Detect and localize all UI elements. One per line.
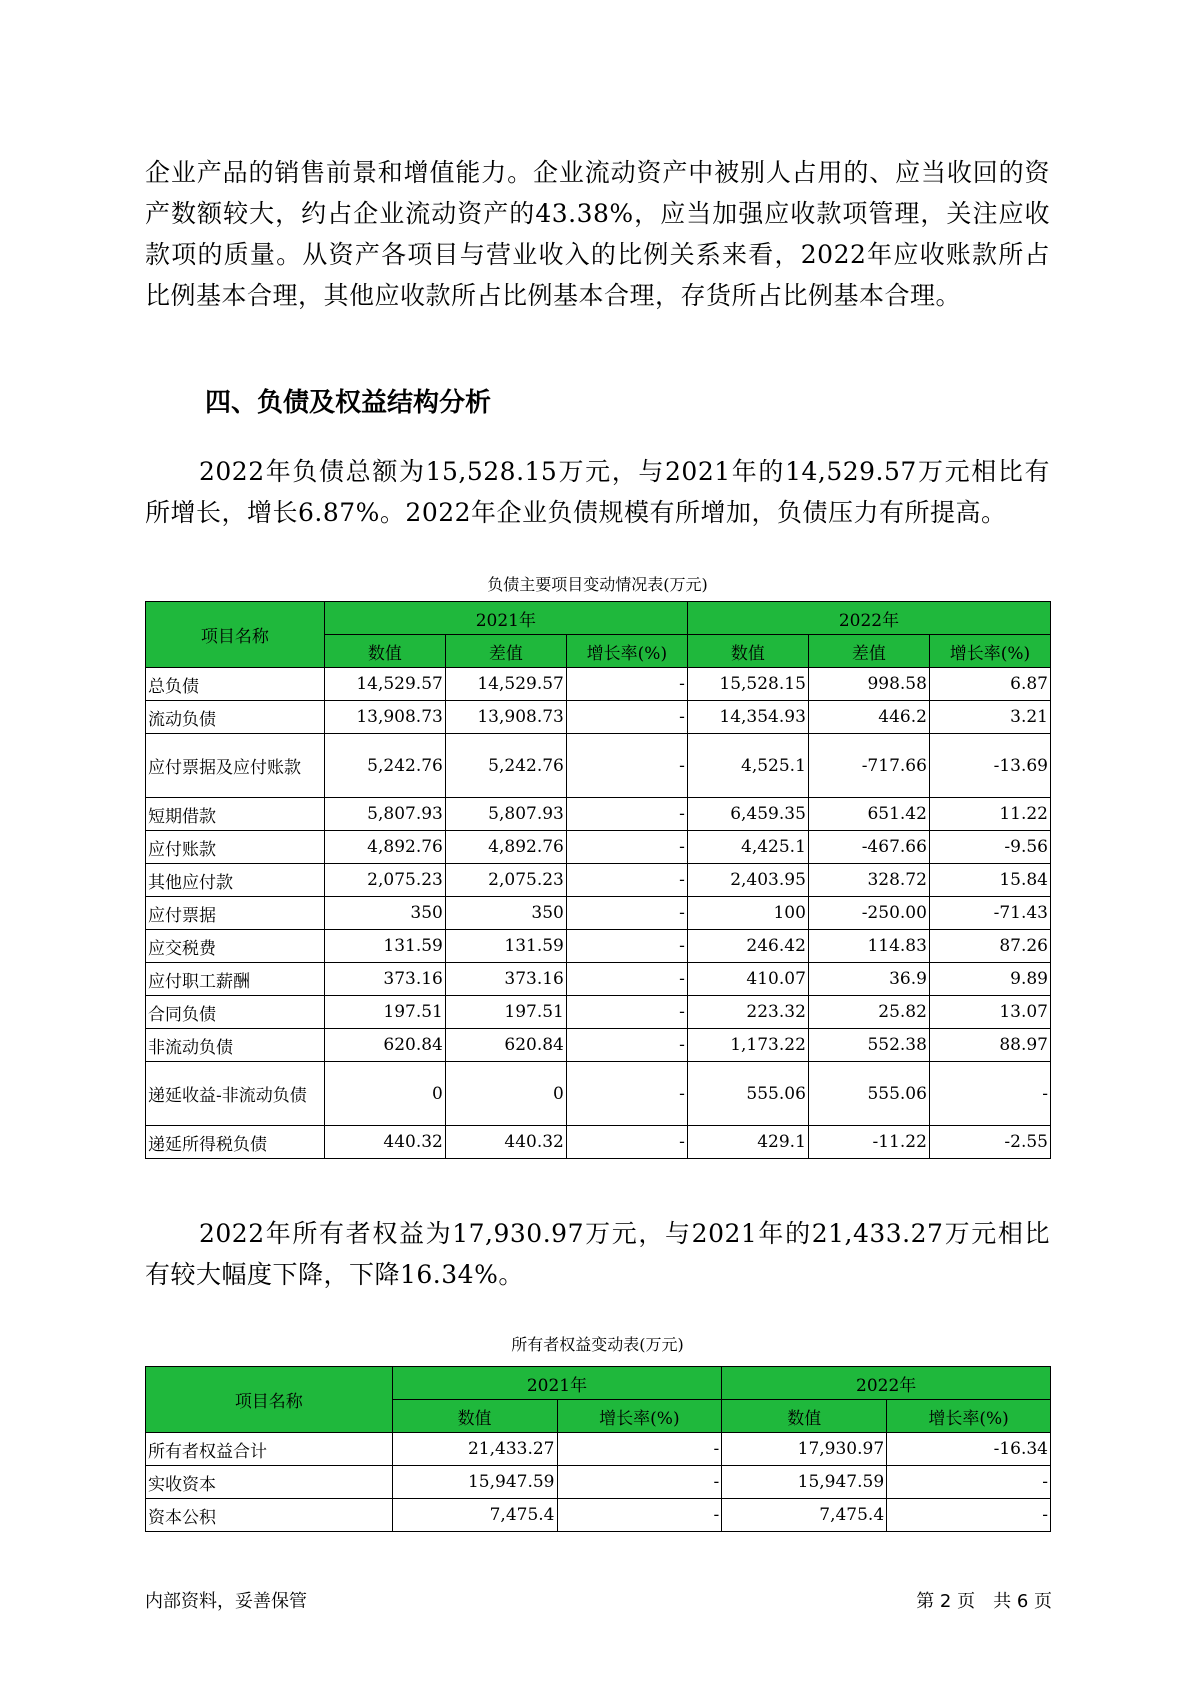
row-value-cell: -: [566, 996, 687, 1029]
table-row: [146, 963, 1051, 996]
row-value-cell: 429.1: [687, 1126, 808, 1159]
table-row: [146, 668, 1051, 701]
row-value-cell: -: [557, 1433, 722, 1466]
row-value-cell: 131.59: [324, 930, 445, 963]
row-item-name: 其他应付款: [146, 864, 325, 897]
row-value-cell: -: [566, 897, 687, 930]
row-value-cell: 11.22: [929, 798, 1050, 831]
row-value-cell: -: [566, 1029, 687, 1062]
row-value-cell: 5,242.76: [445, 734, 566, 798]
row-value-cell: 15,947.59: [392, 1466, 557, 1499]
row-item-name: 应付票据及应付账款: [146, 734, 325, 798]
row-item-name: 递延收益-非流动负债: [146, 1062, 325, 1126]
row-value-cell: 88.97: [929, 1029, 1050, 1062]
row-value-cell: 0: [324, 1062, 445, 1126]
row-value-cell: -467.66: [808, 831, 929, 864]
table-row: [146, 996, 1051, 1029]
row-item-name: 递延所得税负债: [146, 1126, 325, 1159]
table-row: [146, 1466, 1051, 1499]
header-col: 增长率(%): [566, 635, 687, 668]
section-heading: 四、负债及权益结构分析: [205, 388, 492, 418]
row-item-name: 非流动负债: [146, 1029, 325, 1062]
header-col: 增长率(%): [929, 635, 1050, 668]
row-value-cell: 350: [445, 897, 566, 930]
row-value-cell: -: [566, 1062, 687, 1126]
row-value-cell: 14,529.57: [324, 668, 445, 701]
row-value-cell: -: [566, 734, 687, 798]
row-value-cell: 14,354.93: [687, 701, 808, 734]
row-value-cell: 13,908.73: [445, 701, 566, 734]
row-value-cell: -2.55: [929, 1126, 1050, 1159]
row-value-cell: 555.06: [808, 1062, 929, 1126]
row-value-cell: -: [566, 963, 687, 996]
header-year-2022: 2022年: [687, 602, 1050, 635]
row-value-cell: 4,892.76: [324, 831, 445, 864]
liabilities-table: [145, 601, 1051, 1159]
row-value-cell: 373.16: [324, 963, 445, 996]
row-value-cell: 223.32: [687, 996, 808, 1029]
row-value-cell: -: [557, 1499, 722, 1532]
row-value-cell: 4,525.1: [687, 734, 808, 798]
row-value-cell: 6.87: [929, 668, 1050, 701]
row-item-name: 短期借款: [146, 798, 325, 831]
row-value-cell: -: [566, 1126, 687, 1159]
table-row: [146, 701, 1051, 734]
row-value-cell: 350: [324, 897, 445, 930]
row-value-cell: 15,528.15: [687, 668, 808, 701]
table-caption-liabilities: 负债主要项目变动情况表(万元): [487, 575, 708, 594]
row-value-cell: -: [557, 1466, 722, 1499]
table-row: [146, 1029, 1051, 1062]
row-value-cell: 197.51: [445, 996, 566, 1029]
row-value-cell: 440.32: [324, 1126, 445, 1159]
row-value-cell: 9.89: [929, 963, 1050, 996]
table-row: [146, 1499, 1051, 1532]
row-value-cell: 36.9: [808, 963, 929, 996]
row-value-cell: -250.00: [808, 897, 929, 930]
header-col: 数值: [722, 1400, 887, 1433]
table-row: [146, 798, 1051, 831]
row-value-cell: 2,075.23: [445, 864, 566, 897]
table-row: [146, 930, 1051, 963]
row-value-cell: 2,403.95: [687, 864, 808, 897]
row-value-cell: 328.72: [808, 864, 929, 897]
row-value-cell: 440.32: [445, 1126, 566, 1159]
row-item-name: 流动负债: [146, 701, 325, 734]
equity-table: [145, 1366, 1051, 1532]
row-value-cell: 5,807.93: [324, 798, 445, 831]
header-item-name: 项目名称: [146, 1367, 393, 1433]
table-row: [146, 1062, 1051, 1126]
row-item-name: 应交税费: [146, 930, 325, 963]
header-col: 数值: [392, 1400, 557, 1433]
row-item-name: 合同负债: [146, 996, 325, 1029]
header-year-2022: 2022年: [722, 1367, 1051, 1400]
row-value-cell: 13,908.73: [324, 701, 445, 734]
row-value-cell: -: [929, 1062, 1050, 1126]
row-item-name: 所有者权益合计: [146, 1433, 393, 1466]
row-value-cell: 4,892.76: [445, 831, 566, 864]
row-value-cell: -: [566, 701, 687, 734]
row-value-cell: 7,475.4: [722, 1499, 887, 1532]
row-value-cell: -16.34: [887, 1433, 1051, 1466]
paragraph-assets-summary: 企业产品的销售前景和增值能力。企业流动资产中被别人占用的、应当收回的资产数额较大，约占企业流动资产的43.38%，应当加强应收款项管理，关注应收款项的质量。从资产各项目与营业收入的比例关系来看，2022年应收账款所占比例基本合理，其他应收款所占比例基本合理，存货所占比例基本合理。: [145, 158, 1050, 310]
header-col: 数值: [687, 635, 808, 668]
row-value-cell: 114.83: [808, 930, 929, 963]
row-value-cell: 2,075.23: [324, 864, 445, 897]
row-value-cell: 555.06: [687, 1062, 808, 1126]
header-col: 差值: [808, 635, 929, 668]
header-col: 增长率(%): [887, 1400, 1051, 1433]
row-value-cell: -: [887, 1466, 1051, 1499]
footer-page-number: 第 2 页 共 6 页: [916, 1591, 1052, 1612]
row-value-cell: 4,425.1: [687, 831, 808, 864]
row-value-cell: -: [566, 798, 687, 831]
row-value-cell: 373.16: [445, 963, 566, 996]
row-value-cell: -: [566, 864, 687, 897]
row-value-cell: 25.82: [808, 996, 929, 1029]
row-value-cell: 7,475.4: [392, 1499, 557, 1532]
row-value-cell: 15.84: [929, 864, 1050, 897]
row-value-cell: 246.42: [687, 930, 808, 963]
table-row: [146, 1433, 1051, 1466]
row-value-cell: 651.42: [808, 798, 929, 831]
row-value-cell: 5,242.76: [324, 734, 445, 798]
row-value-cell: -: [566, 668, 687, 701]
row-value-cell: 620.84: [445, 1029, 566, 1062]
row-value-cell: -717.66: [808, 734, 929, 798]
row-value-cell: 131.59: [445, 930, 566, 963]
paragraph-equity-summary: 2022年所有者权益为17,930.97万元，与2021年的21,433.27万元相比有较大幅度下降，下降16.34%。: [145, 1219, 1050, 1289]
row-value-cell: 1,173.22: [687, 1029, 808, 1062]
header-col: 数值: [324, 635, 445, 668]
row-item-name: 实收资本: [146, 1466, 393, 1499]
table-row: [146, 1126, 1051, 1159]
footer-confidential-note: 内部资料，妥善保管: [145, 1591, 307, 1612]
row-value-cell: 410.07: [687, 963, 808, 996]
row-value-cell: 17,930.97: [722, 1433, 887, 1466]
row-item-name: 资本公积: [146, 1499, 393, 1532]
table-row: [146, 831, 1051, 864]
row-value-cell: 6,459.35: [687, 798, 808, 831]
row-value-cell: 13.07: [929, 996, 1050, 1029]
header-item-name: 项目名称: [146, 602, 325, 668]
row-value-cell: 552.38: [808, 1029, 929, 1062]
row-value-cell: 620.84: [324, 1029, 445, 1062]
row-value-cell: 446.2: [808, 701, 929, 734]
paragraph-liabilities-summary: 2022年负债总额为15,528.15万元，与2021年的14,529.57万元相比有所增长，增长6.87%。2022年企业负债规模有所增加，负债压力有所提高。: [145, 457, 1050, 527]
row-value-cell: -9.56: [929, 831, 1050, 864]
row-value-cell: 0: [445, 1062, 566, 1126]
header-col: 增长率(%): [557, 1400, 722, 1433]
row-item-name: 应付职工薪酬: [146, 963, 325, 996]
header-year-2021: 2021年: [324, 602, 687, 635]
row-value-cell: -: [566, 831, 687, 864]
table-row: [146, 897, 1051, 930]
row-item-name: 应付账款: [146, 831, 325, 864]
row-value-cell: -13.69: [929, 734, 1050, 798]
row-value-cell: 5,807.93: [445, 798, 566, 831]
header-year-2021: 2021年: [392, 1367, 722, 1400]
row-value-cell: 3.21: [929, 701, 1050, 734]
table-row: [146, 864, 1051, 897]
row-value-cell: -: [887, 1499, 1051, 1532]
row-value-cell: 998.58: [808, 668, 929, 701]
table-caption-equity: 所有者权益变动表(万元): [511, 1335, 684, 1354]
row-value-cell: -71.43: [929, 897, 1050, 930]
row-value-cell: 100: [687, 897, 808, 930]
row-value-cell: 15,947.59: [722, 1466, 887, 1499]
table-row: [146, 734, 1051, 798]
row-value-cell: 197.51: [324, 996, 445, 1029]
row-value-cell: 14,529.57: [445, 668, 566, 701]
row-item-name: 应付票据: [146, 897, 325, 930]
row-value-cell: -11.22: [808, 1126, 929, 1159]
row-value-cell: 87.26: [929, 930, 1050, 963]
row-item-name: 总负债: [146, 668, 325, 701]
header-col: 差值: [445, 635, 566, 668]
row-value-cell: -: [566, 930, 687, 963]
row-value-cell: 21,433.27: [392, 1433, 557, 1466]
